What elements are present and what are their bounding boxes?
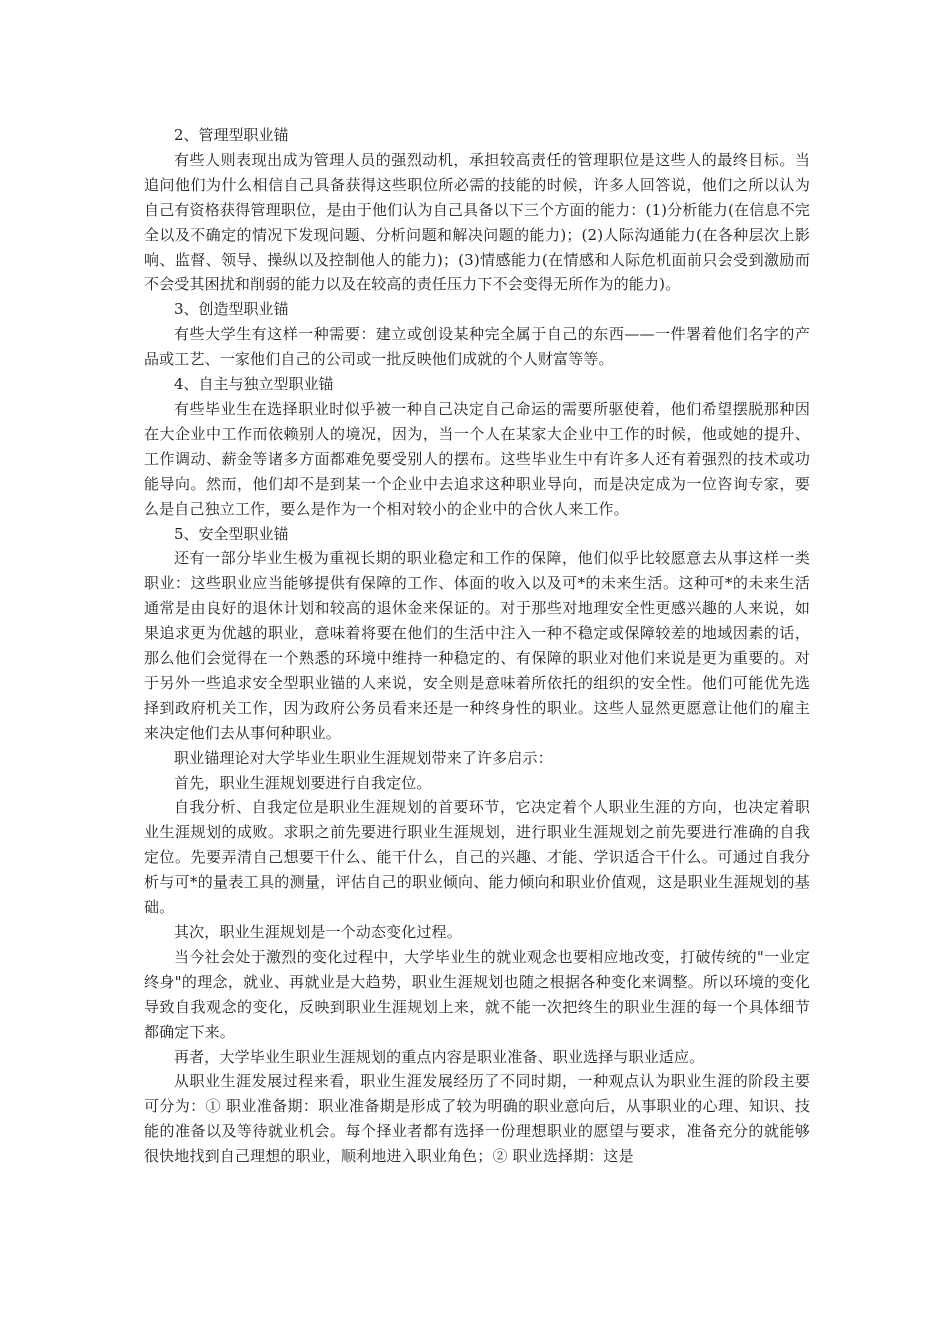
paragraph-implications-intro: 职业锚理论对大学毕业生职业生涯规划带来了许多启示： [174, 748, 553, 767]
section-heading-managerial: 2、管理型职业锚 [174, 126, 289, 144]
document-body [144, 123, 810, 1169]
paragraph-first-point: 首先，职业生涯规划要进行自我定位。 [174, 773, 432, 792]
section-heading-creative: 3、创造型职业锚 [174, 300, 289, 319]
paragraph-autonomy: 有些毕业生在选择职业时似乎被一种自己决定自己命运的需要所驱使着，他们希望摆脱那种因在大企业中工作而依赖别人的境况，因为，当一个人在某家大企业中工作的时候，他或她的提升、工作调动、薪金等诸多方面都难免要受别人的摆布。这些毕业生中有许多人还有着强烈的技术或功能导向。然而，他们却不是到某一个企业中去追求这种职业导向，而是决定成为一位咨询专家，要么是自己独立工作，要么是作为一个相对较小的企业中的合伙人来工作。 [144, 399, 810, 518]
paragraph-third-point: 再者，大学毕业生职业生涯规划的重点内容是职业准备、职业选择与职业适应。 [174, 1047, 705, 1066]
section-heading-security: 5、安全型职业锚 [174, 524, 289, 543]
paragraph-managerial: 有些人则表现出成为管理人员的强烈动机，承担较高责任的管理职位是这些人的最终目标。当追问他们为什么相信自己具备获得这些职位所必需的技能的时候，许多人回答说，他们之所以认为自己有资格获得管理职位，是由于他们认为自己具备以下三个方面的能力：(1)分析能力(在信息不完全以及不确定的情况下发现问题、分析问题和解决问题的能力)；(2)人际沟通能力(在各种层次上影响、监督、领导、操纵以及控制他人的能力)；(3)情感能力(在情感和人际危机面前只会受到激励而不会受其困扰和削弱的能力以及在较高的责任压力下不会变得无所作为的能力)。 [144, 150, 810, 294]
paragraph-self-positioning: 自我分析、自我定位是职业生涯规划的首要环节，它决定着个人职业生涯的方向，也决定着职业生涯规划的成败。求职之前先要进行职业生涯规划，进行职业生涯规划之前先要进行准确的自我定位。先要弄清自己想要干什么、能干什么，自己的兴趣、才能、学识适合干什么。可通过自我分析与可*的量表工具的测量，评估自己的职业倾向、能力倾向和职业价值观，这是职业生涯规划的基础。 [144, 798, 810, 917]
paragraph-career-stages: 从职业生涯发展过程来看，职业生涯发展经历了不同时期，一种观点认为职业生涯的阶段主要可分为：① 职业准备期：职业准备期是形成了较为明确的职业意向后，从事职业的心理、知识、技能的准备以及等待就业机会。每个择业者都有选择一份理想职业的愿望与要求，准备充分的就能够很快地找到自己理想的职业，顺利地进入职业角色；② 职业选择期：这是 [144, 1072, 810, 1166]
paragraph-dynamic-process: 当今社会处于激烈的变化过程中，大学毕业生的就业观念也要相应地改变，打破传统的"一业定终身"的理念，就业、再就业是大趋势，职业生涯规划也随之根据各种变化来调整。所以环境的变化导致自我观念的变化，反映到职业生涯规划上来，就不能一次把终生的职业生涯的每一个具体细节都确定下来。 [144, 947, 810, 1041]
section-heading-autonomy: 4、自主与独立型职业锚 [174, 375, 334, 394]
paragraph-second-point: 其次，职业生涯规划是一个动态变化过程。 [174, 923, 462, 941]
paragraph-security: 还有一部分毕业生极为重视长期的职业稳定和工作的保障，他们似乎比较愿意去从事这样一类职业：这些职业应当能够提供有保障的工作、体面的收入以及可*的未来生活。这种可*的未来生活通常是由良好的退休计划和较高的退休金来保证的。对于那些对地理安全性更感兴趣的人来说，如果追求更为优越的职业，意味着将要在他们的生活中注入一种不稳定或保障较差的地域因素的话，那么他们会觉得在一个熟悉的环境中维持一种稳定的、有保障的职业对他们来说是更为重要的。对于另外一些追求安全型职业锚的人来说，安全则是意味着所依托的组织的安全性。他们可能优先选择到政府机关工作，因为政府公务员看来还是一种终身性的职业。这些人显然更愿意让他们的雇主来决定他们去从事何种职业。 [144, 549, 810, 742]
paragraph-creative: 有些大学生有这样一种需要：建立或创设某种完全属于自己的东西——一件署着他们名字的产品或工艺、一家他们自己的公司或一批反映他们成就的个人财富等等。 [144, 325, 810, 369]
